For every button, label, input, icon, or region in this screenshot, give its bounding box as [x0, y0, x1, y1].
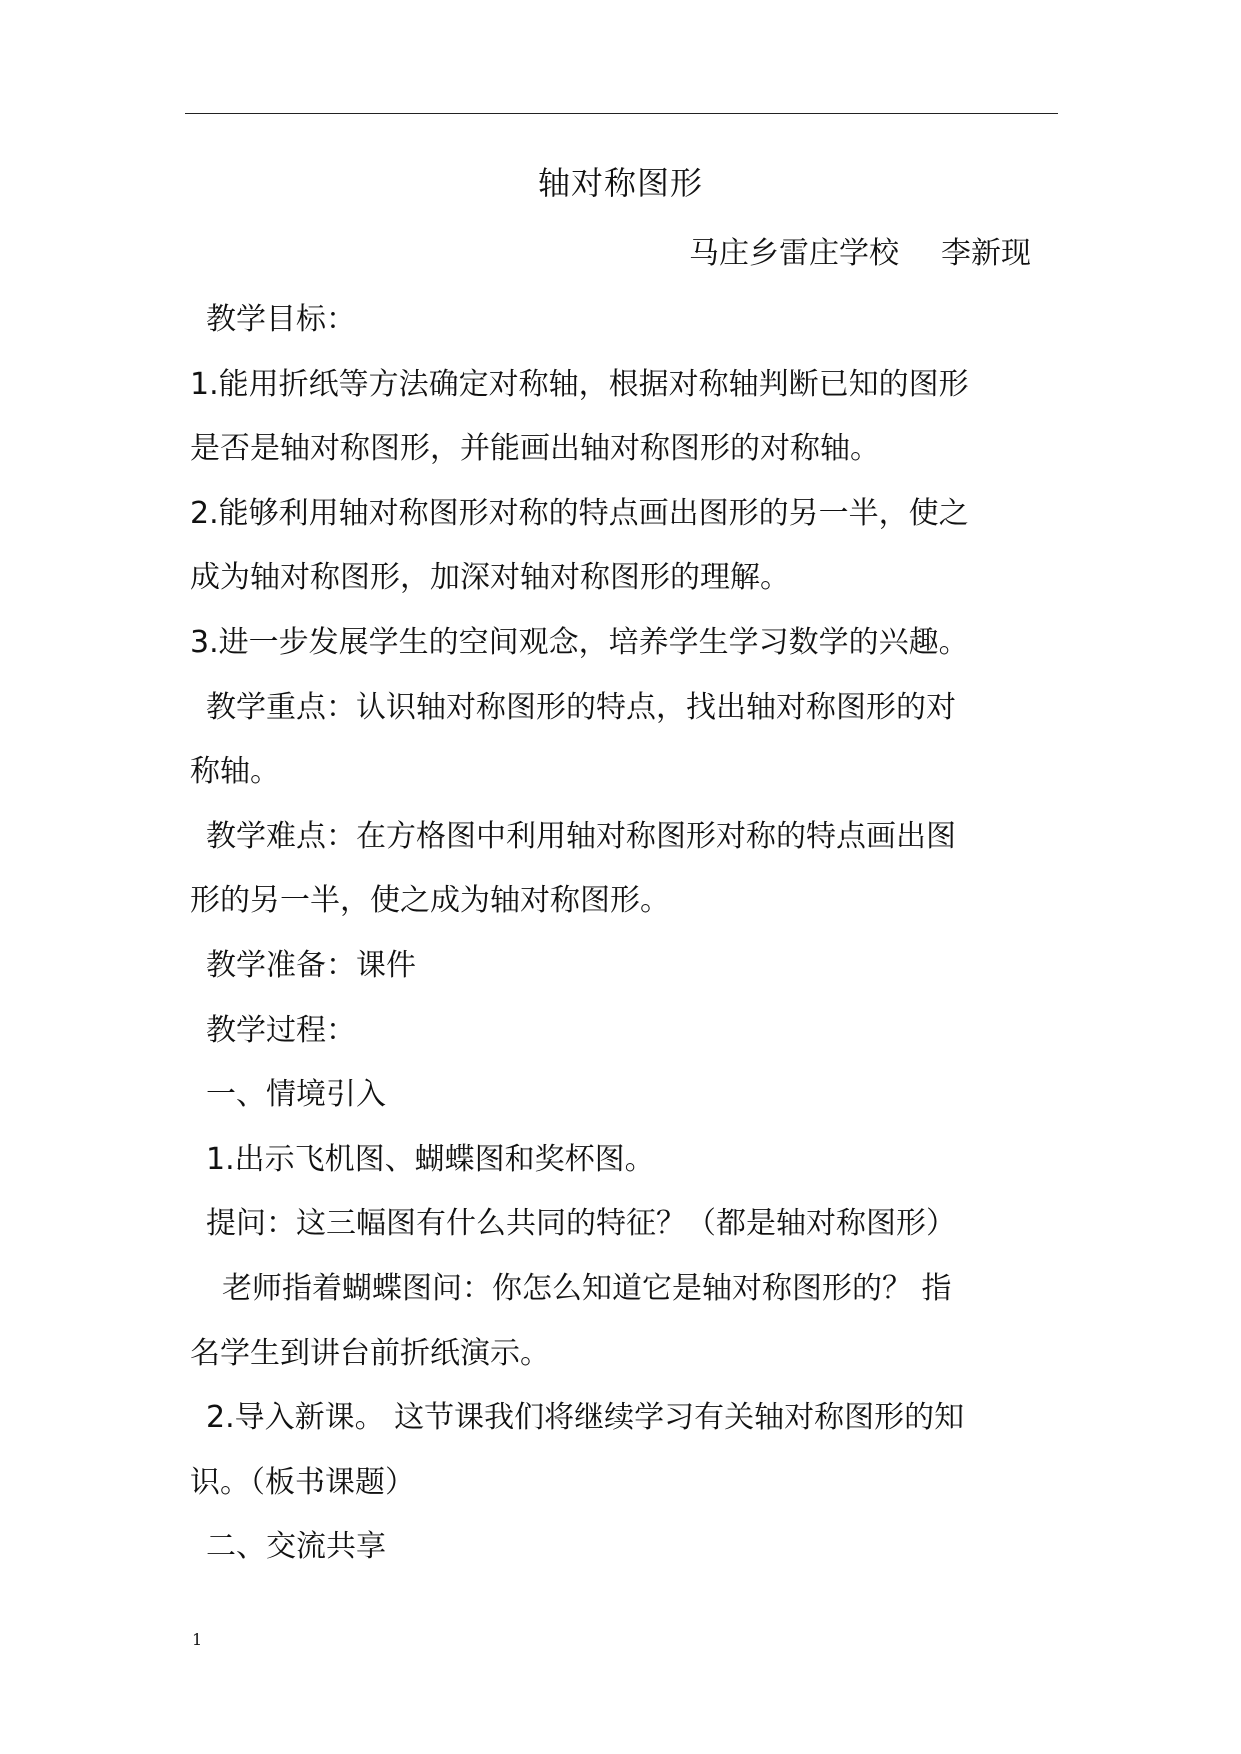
section-heading-intro: 一、情境引入 [206, 1077, 386, 1113]
paragraph-line: 1.能用折纸等方法确定对称轴，根据对称轴判断已知的图形 [190, 366, 969, 402]
paragraph-line: 是否是轴对称图形，并能画出轴对称图形的对称轴。 [190, 431, 880, 467]
document-body [190, 288, 1055, 1580]
paragraph-line: 2.能够利用轴对称图形对称的特点画出图形的另一半，使之 [190, 495, 969, 531]
paragraph-line: 1.出示飞机图、蝴蝶图和奖杯图。 [206, 1141, 655, 1177]
section-heading-process: 教学过程： [206, 1012, 356, 1048]
school-name: 马庄乡雷庄学校 [689, 236, 899, 271]
paragraph-line: 教学重点：认识轴对称图形的特点，找出轴对称图形的对 [206, 689, 956, 725]
paragraph-line: 2.导入新课。 这节课我们将继续学习有关轴对称图形的知 [206, 1400, 965, 1436]
section-heading-sharing: 二、交流共享 [206, 1529, 386, 1565]
paragraph-line: 教学准备：课件 [206, 947, 416, 983]
paragraph-line: 老师指着蝴蝶图问：你怎么知道它是轴对称图形的？ 指 [222, 1270, 952, 1306]
paragraph-line: 提问：这三幅图有什么共同的特征？（都是轴对称图形） [206, 1206, 956, 1242]
author-name: 李新现 [941, 236, 1031, 271]
paragraph-line: 称轴。 [190, 754, 280, 790]
paragraph-line: 教学难点：在方格图中利用轴对称图形对称的特点画出图 [206, 818, 956, 854]
paragraph-line: 3.进一步发展学生的空间观念，培养学生学习数学的兴趣。 [190, 624, 969, 660]
header-rule [185, 113, 1058, 114]
paragraph-line: 成为轴对称图形，加深对轴对称图形的理解。 [190, 560, 790, 596]
paragraph-line: 识。（板书课题） [190, 1464, 415, 1500]
paragraph-line: 名学生到讲台前折纸演示。 [190, 1335, 550, 1371]
page-number: 1 [192, 1630, 203, 1649]
byline [689, 228, 1031, 272]
section-heading-objectives: 教学目标： [206, 302, 356, 337]
document-title: 轴对称图形 [537, 164, 703, 202]
paragraph-line: 形的另一半，使之成为轴对称图形。 [190, 883, 670, 919]
